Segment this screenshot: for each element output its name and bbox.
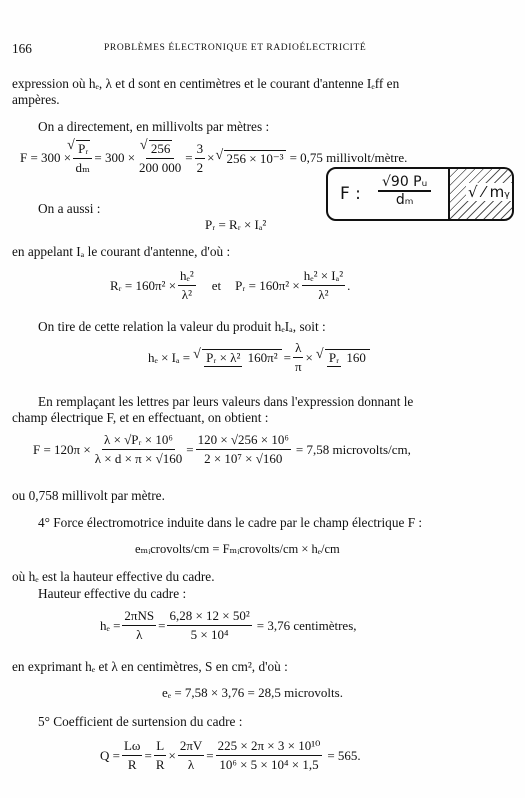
eq5-f2-num: 120 × √256 × 10⁶: [196, 432, 291, 450]
eq9-fraction-4: [216, 738, 323, 773]
paragraph-line: ampères.: [12, 92, 60, 107]
eq1-fraction-3: [195, 141, 206, 176]
section-5-heading: 5° Coefficient de surtension du cadre :: [38, 714, 243, 729]
eq9-equals-2: =: [206, 747, 214, 763]
eq4-fraction-2: [293, 340, 304, 375]
paragraph: ou 0,758 millivolt par mètre.: [12, 488, 165, 503]
eq4-f1-num: Pᵣ × λ²: [206, 350, 241, 365]
eq7-fraction-1: [122, 608, 156, 643]
equation-3: [110, 268, 350, 303]
handwritten-fraction: [378, 174, 431, 208]
equation-8: eₑ = 7,58 × 3,76 = 28,5 microvolts.: [162, 685, 343, 700]
eq9-fraction-2: [154, 738, 167, 773]
section-4-heading: 4° Force électromotrice induite dans le cadre par le champ électrique F :: [38, 515, 423, 530]
eq7-f2-den: 5 × 10⁴: [190, 627, 229, 642]
eq1-frac2-num: √ 256: [149, 140, 173, 157]
eq5-lhs: F = 120π ×: [33, 441, 91, 457]
handwritten-right: √ ⁄ mᵧ: [468, 183, 510, 201]
equation-6: eₘᵢcrovolts/cm = Fₘᵢcrovolts/cm × hₑ/cm: [135, 542, 340, 556]
eq9-f1-num: Lω: [122, 738, 143, 756]
eq4-f1-den: 160π²: [247, 350, 278, 365]
eq9-f4-den: 10⁶ × 5 × 10⁴ × 1,5: [219, 757, 319, 772]
eq4-fraction-1: [202, 349, 281, 366]
eq9-f2-num: L: [154, 738, 166, 756]
handwritten-annotation-box: [326, 167, 514, 221]
eq5-result: = 7,58 microvolts/cm,: [295, 441, 411, 457]
eq3-fraction-b: [302, 268, 345, 303]
eq3-dot: .: [347, 277, 351, 293]
eq1-equals: =: [185, 150, 193, 165]
eq5-fraction-1: [93, 432, 185, 467]
eq1-frac2-den: 200 000: [139, 160, 182, 175]
equation-7: [100, 608, 357, 643]
paragraph: On a aussi :: [38, 201, 101, 216]
eq4-f2-num: λ: [293, 340, 303, 358]
paragraph: Hauteur effective du cadre :: [38, 586, 187, 601]
eq4-f2-den: π: [294, 359, 302, 374]
paragraph-line: En remplaçant les lettres par leurs valeurs dans l'expression donnant le: [38, 394, 414, 409]
eq9-f3-den: λ: [187, 757, 195, 772]
equation-9: [100, 738, 361, 773]
eq1-frac1-den: dₘ: [75, 160, 90, 175]
paragraph: On a directement, en millivolts par mètres :: [38, 119, 270, 134]
eq9-times: ×: [168, 747, 176, 763]
eq5-f2-den: 2 × 10⁷ × √160: [204, 451, 283, 466]
eq9-lhs: Q =: [100, 747, 120, 763]
eq1-fraction-1: [73, 140, 92, 176]
eq7-f2-num: 6,28 × 12 × 50²: [167, 608, 251, 626]
eq1-times: ×: [207, 150, 215, 165]
eq7-f1-num: 2πNS: [122, 608, 156, 626]
eq5-fraction-2: [196, 432, 291, 467]
handwritten-num: √90 Pᵤ: [378, 174, 431, 192]
eq9-result: = 565.: [327, 747, 361, 763]
paragraph-line: champ électrique F, et en effectuant, on obtient :: [12, 410, 269, 425]
eq3-a-num: hₑ²: [178, 268, 196, 286]
eq7-equals: =: [158, 617, 166, 633]
eq1-frac3-num: 3: [195, 141, 206, 159]
eq1-sqrt: √ 256 × 10⁻³: [224, 150, 285, 167]
eq9-f3-num: 2πV: [178, 738, 204, 756]
eq7-result: = 3,76 centimètres,: [256, 617, 357, 633]
eq9-equals-1: =: [144, 747, 152, 763]
page-number: 166: [12, 41, 32, 56]
eq5-f1-num: λ × √Pᵣ × 10⁶: [102, 432, 175, 450]
eq1-frac1-num: √ Pᵣ: [76, 140, 90, 157]
eq1-mid: = 300 ×: [94, 150, 136, 165]
paragraph: où hₑ est la hauteur effective du cadre.: [12, 569, 215, 584]
eq4-f3-num: Pᵣ: [328, 350, 340, 365]
eq3-b: Pᵣ = 160π² ×: [235, 277, 300, 293]
paragraph: en exprimant hₑ et λ en centimètres, S en cm², d'où :: [12, 659, 288, 674]
eq1-fraction-2: [137, 140, 183, 176]
eq1-lhs: F = 300 ×: [20, 150, 72, 165]
eq3-b-den: λ²: [318, 287, 329, 302]
paragraph: en appelant Iₐ le courant d'antenne, d'où :: [12, 244, 231, 259]
eq5-f1-den: λ × d × π × √160: [94, 451, 183, 466]
running-title: PROBLÈMES ÉLECTRONIQUE ET RADIOÉLECTRICITÉ: [104, 43, 367, 53]
paragraph-line: expression où hₑ, λ et d sont en centimètres et le courant d'antenne Iₑff en: [12, 76, 400, 91]
equation-2: Pᵣ = Rᵣ × Iₐ²: [205, 217, 267, 232]
eq9-fraction-3: [178, 738, 204, 773]
eq3-a: Rᵣ = 160π² ×: [110, 277, 177, 293]
eq1-frac3-den: 2: [196, 159, 204, 175]
eq3-b-num: hₑ² × Iₐ²: [302, 268, 345, 286]
eq3-a-den: λ²: [181, 287, 192, 302]
eq4-equals: =: [283, 349, 291, 365]
eq9-f4-num: 225 × 2π × 3 × 10¹⁰: [216, 738, 323, 756]
eq3-and: et: [211, 277, 222, 293]
eq5-equals: =: [186, 441, 194, 457]
handwritten-den: dₘ: [395, 192, 414, 208]
eq7-f1-den: λ: [136, 627, 143, 642]
eq4-times: ×: [305, 349, 313, 365]
eq9-f1-den: R: [127, 757, 137, 772]
handwritten-hatched-area: [448, 169, 512, 219]
eq1-result: = 0,75 millivolt/mètre.: [289, 150, 408, 165]
eq3-fraction-a: [178, 268, 196, 303]
handwritten-lhs: F :: [340, 184, 361, 204]
eq4-lhs: hₑ × Iₐ =: [148, 349, 191, 365]
eq7-fraction-2: [167, 608, 251, 643]
eq4-f3-den: 160: [346, 350, 366, 365]
equation-4: [148, 340, 372, 375]
equation-5: [33, 432, 411, 467]
eq7-lhs: hₑ =: [100, 617, 121, 633]
eq9-f2-den: R: [155, 757, 165, 772]
eq9-fraction-1: [122, 738, 143, 773]
paragraph: On tire de cette relation la valeur du produit hₑIₐ, soit :: [38, 319, 326, 334]
eq4-fraction-3: [325, 349, 370, 366]
